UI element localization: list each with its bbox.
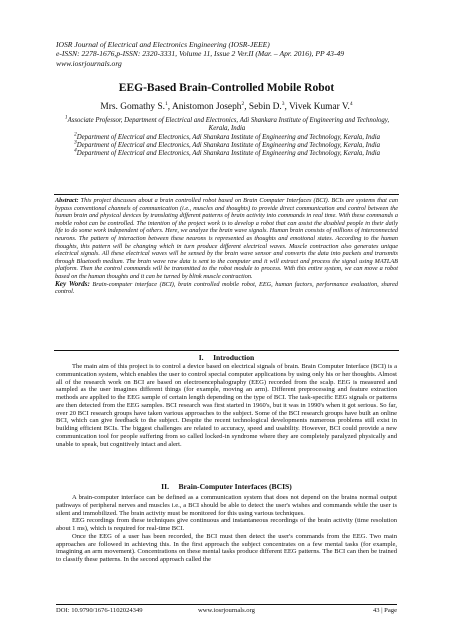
affiliation-sup: 3 [73, 139, 77, 146]
affiliation [58, 114, 396, 134]
journal-website[interactable]: www.iosrjournals.org [56, 58, 122, 68]
author-sup: 2 [241, 100, 245, 107]
author-name: Sebin D. [248, 102, 282, 112]
affiliation-sup: 4 [73, 147, 77, 154]
paper-title: EEG-Based Brain-Controlled Mobile Robot [118, 82, 335, 94]
keywords-text: Brain-computer interface (BCI), brain controlled mobile robot, EEG, human factors, performance evaluation, shared control. [55, 280, 399, 296]
journal-name: IOSR Journal of Electrical and Electronics Engineering (IOSR-JEEE) [56, 40, 270, 49]
paragraph: Once the EEG of a user has been recorded, the BCI must then detect the user's commands from the EEG. Two main approaches are followed in achieving this. In the first approach the subject concentrates on a few mental tasks (for example, imagining an arm movement). Concentrations on these mental tasks produce different EEG patterns. The BCI can then be trained to classify these patterns. In the second approach called the [56, 532, 397, 563]
affiliation [58, 131, 396, 142]
affiliation-text: Associate Professor, Department of Electrical and Electronics, Adi Shankara Institute of Engineering and Technology, Kerala, India [67, 117, 390, 133]
affiliation-sup: 1 [64, 114, 68, 121]
author-name: Anistomon Joseph [171, 102, 242, 112]
section-heading-bci: II. Brain-Computer Interfaces (BCIS) [161, 482, 292, 491]
paragraph: A brain-computer interface can be defined as a communication system that does not depend on the brains normal output pathways of peripheral nerves and muscles i.e., a BCI should be able to detect the user's wishes and commands while the user is silent and immobilized. The brain activity must be monitored for this using various techniques. [56, 494, 397, 517]
introduction-body [56, 363, 397, 448]
affiliation [58, 139, 396, 150]
affiliation-text: Department of Electrical and Electronics, Adi Shankara Institute of Engineering and Technology, Kerala, India [76, 133, 381, 141]
section-heading-introduction: I. Introduction [198, 353, 255, 362]
author-name: Mrs. Gomathy S. [100, 102, 166, 112]
abstract [55, 197, 398, 281]
bci-body [56, 494, 397, 564]
footer-page-number: 43 | Page [372, 607, 397, 614]
journal-header [56, 40, 396, 68]
affiliation-text: Department of Electrical and Electronics, Adi Shankara Institute of Engineering and Technology, Kerala, India [76, 141, 381, 149]
author-list: Mrs. Gomathy S.$^1$, Anistomon Joseph$^2$, Sebin D.$^3$, Vivek Kumar V.$^4$ [100, 100, 353, 112]
affiliation [58, 147, 396, 158]
author-sup: 4 [349, 100, 353, 107]
author-name: Vivek Kumar V. [289, 102, 350, 112]
footer-doi: DOI: 10.9790/1676-1102024349 [56, 607, 143, 614]
affiliation-sup: 2 [73, 131, 77, 138]
affiliations [58, 114, 396, 158]
abstract-box [54, 194, 399, 351]
affiliation-text: Department of Electrical and Electronics, Adi Shankara Institute of Engineering and Technology, Kerala, India [76, 150, 381, 158]
paragraph: The main aim of this project is to control a device based on electrical signals of brain. Brain Computer Interface (BCI) is a communication system, which enables the user to control special computer applications by using only his or her thoughts. Almost all of the research work on BCI are based on electroencephalography (EEG) recorded from the scalp. EEG is measured and sampled as the user imagines different things (for example, moving an arm). Different preprocessing and feature extraction methods are applied to the EEG sample of certain length depending on the type of BCI. The task-specific EEG signals or patterns are then detected from the EEG samples. BCI research was first started in 1960's, but it was in 1990's when it got serious. So far, over 20 BCI research groups have taken various approaches to the subject. Some of the BCI research groups have built an online BCI, which can give feedback to the subject. Despite the recent technological developments numerous problems still exist in building efficient BCIs. The biggest challenges are related to accuracy, speed and usability. However, BCI could provide a new communication tool for people suffering from so called locked-in syndrome where they are completely paralyzed physically and unable to speak, but cognitively intact and alert. [56, 363, 397, 448]
paragraph: EEG recordings from these techniques give continuous and instantaneous recordings of the brain activity (time resolution about 1 ms), which is required for real-time BCI. [56, 517, 397, 532]
page-footer [56, 604, 397, 614]
abstract-text: This project discusses about a brain controlled robot based on Brain Computer Interfaces (BCI). BCIs are systems that can bypass conventional channels of communication (i.e., muscles and thoughts) to provide direct communication and control between the human brain and physical devices by translating different patterns of brain activity into commands in real time. With these commands a mobile robot can be controlled. The intention of the project work is to develop a robot that can assist the disabled people in their daily life to do some work independent of others. Here, we analyze the brain wave signals. Human brain consists of millions of interconnected neurons. The pattern of interaction between these neurons is represented as thoughts and emotional states. According to the human thoughts, this pattern will be changing which in turn produce different electrical waves. Muscle contraction also generates unique electrical signals. All these electrical waves will be sensed by the brain wave sensor and converts the data into packets and transmits through Bluetooth medium. The brain wave raw data is sent to the computer and it will extract and process the signal using MATLAB platform. Then the control commands will be transmitted to the robot module to process. With this entire system, we can move a robot based on the human thoughts and it can be turned by blink muscle contraction. [55, 197, 398, 280]
keywords-label: Key Words: [55, 279, 90, 288]
keywords [55, 281, 398, 296]
abstract-label: Abstract: [55, 197, 79, 204]
author-sup: 1 [165, 100, 168, 107]
footer-website[interactable]: www.iosrjournals.org [198, 607, 255, 614]
journal-issn: e-ISSN: 2278-1676,p-ISSN: 2320-3331, Volume 11, Issue 2 Ver.II (Mar. – Apr. 2016), PP 43-49 [56, 49, 345, 59]
author-sup: 3 [281, 100, 285, 107]
